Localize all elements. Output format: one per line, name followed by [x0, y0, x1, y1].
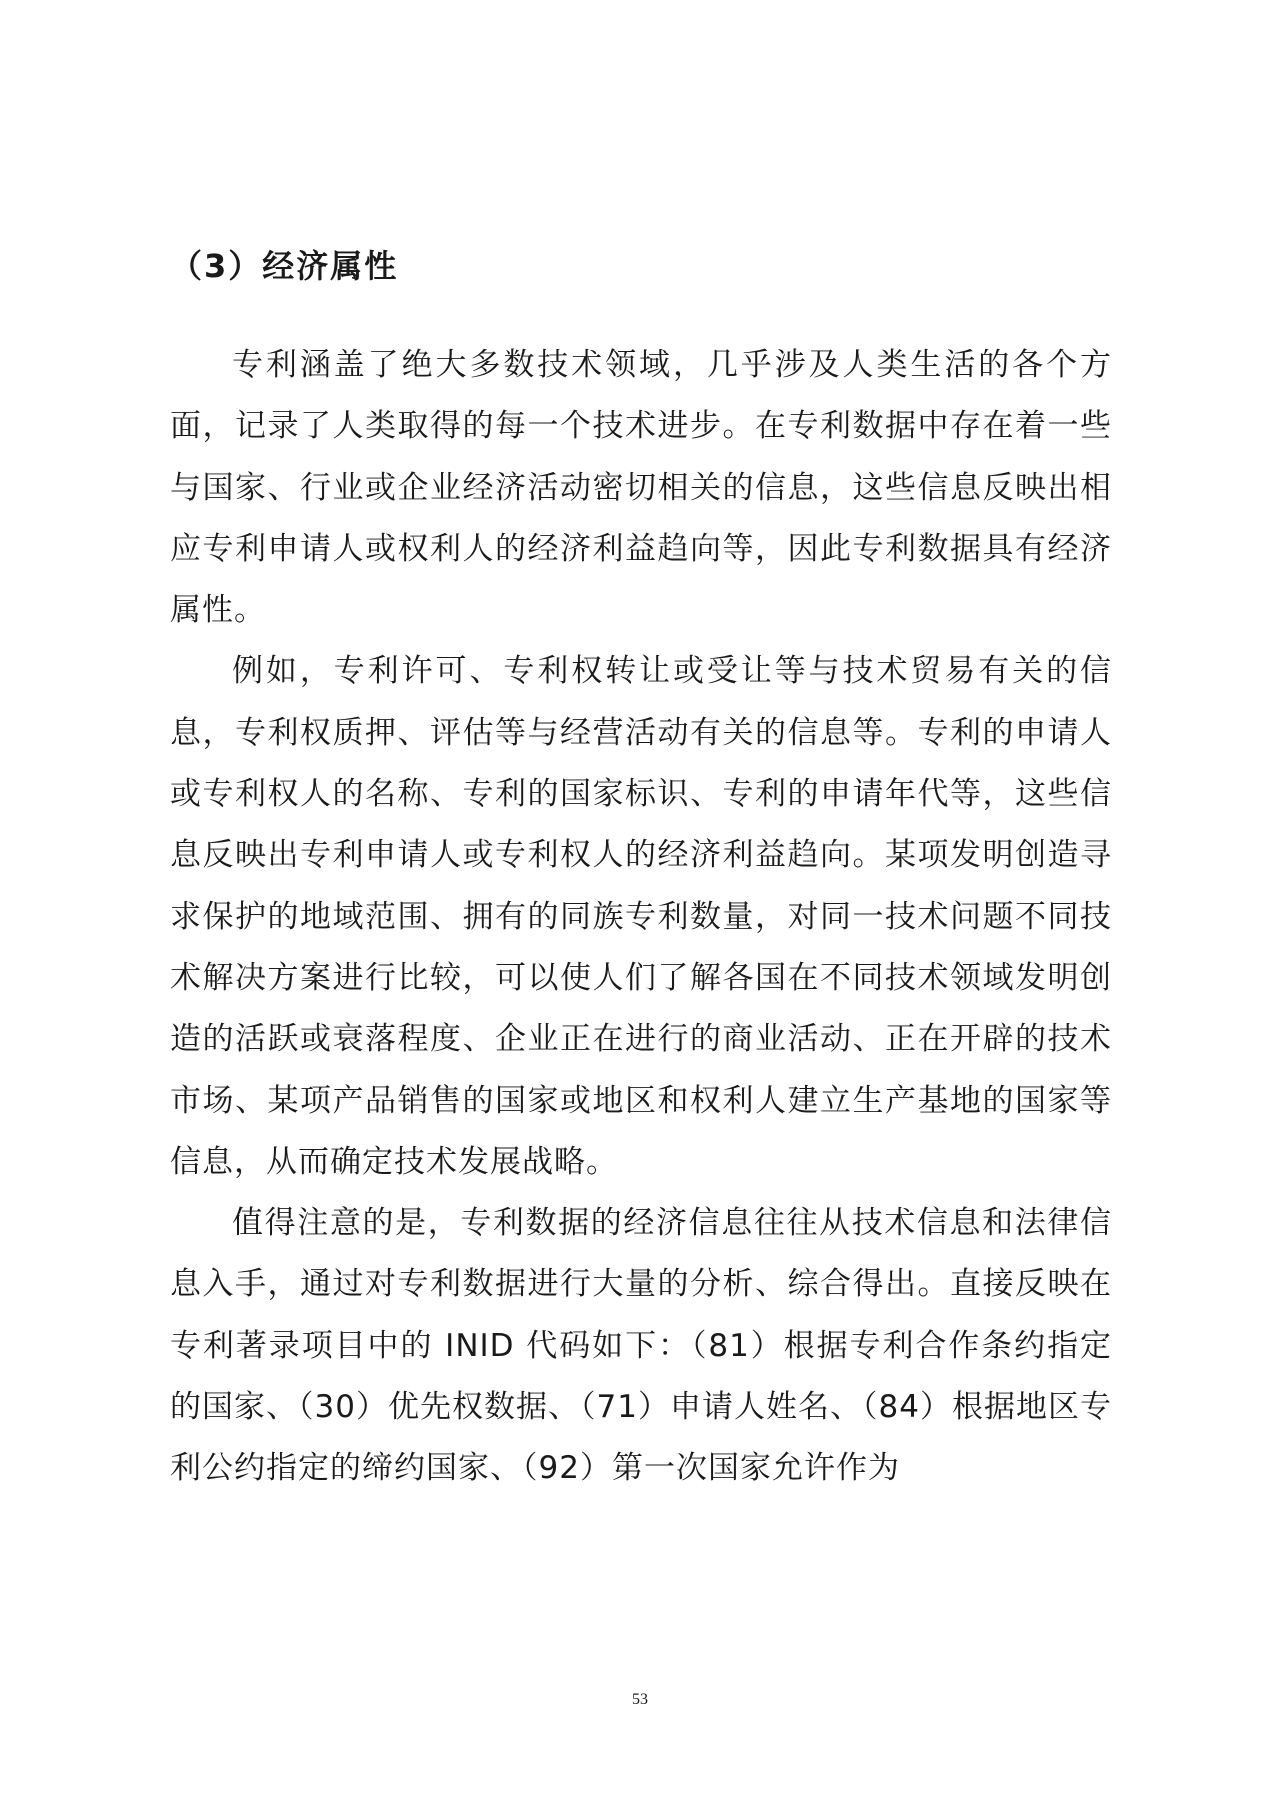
paragraph-examples: 例如，专利许可、专利权转让或受让等与技术贸易有关的信息，专利权质押、评估等与经营活动有关的信息等。专利的申请人或专利权人的名称、专利的国家标识、专利的申请年代等，这些信息反映出专利申请人或专利权人的经济利益趋向。某项发明创造寻求保护的地域范围、拥有的同族专利数量，对同一技术问题不同技术解决方案进行比较，可以使人们了解各国在不同技术领域发明创造的活跃或衰落程度、企业正在进行的商业活动、正在开辟的技术市场、某项产品销售的国家或地区和权利人建立生产基地的国家等信息，从而确定技术发展战略。: [170, 653, 1112, 1180]
section-heading: （3）经济属性: [170, 247, 399, 285]
body-text: [170, 335, 1112, 1500]
page-number: 53: [632, 1691, 648, 1708]
paragraph-inid-codes: 值得注意的是，专利数据的经济信息往往从技术信息和法律信息入手，通过对专利数据进行大量的分析、综合得出。直接反映在专利著录项目中的 INID 代码如下：（81）根据专利合作条约指定的国家、（30）优先权数据、（71）申请人姓名、（84）根据地区专利公约指定的缔约国家、（92）第一次国家允许作为: [170, 1205, 1112, 1487]
paragraph-economic-attribute: 专利涵盖了绝大多数技术领域，几乎涉及人类生活的各个方面，记录了人类取得的每一个技术进步。在专利数据中存在着一些与国家、行业或企业经济活动密切相关的信息，这些信息反映出相应专利申请人或权利人的经济利益趋向等，因此专利数据具有经济属性。: [170, 347, 1112, 629]
